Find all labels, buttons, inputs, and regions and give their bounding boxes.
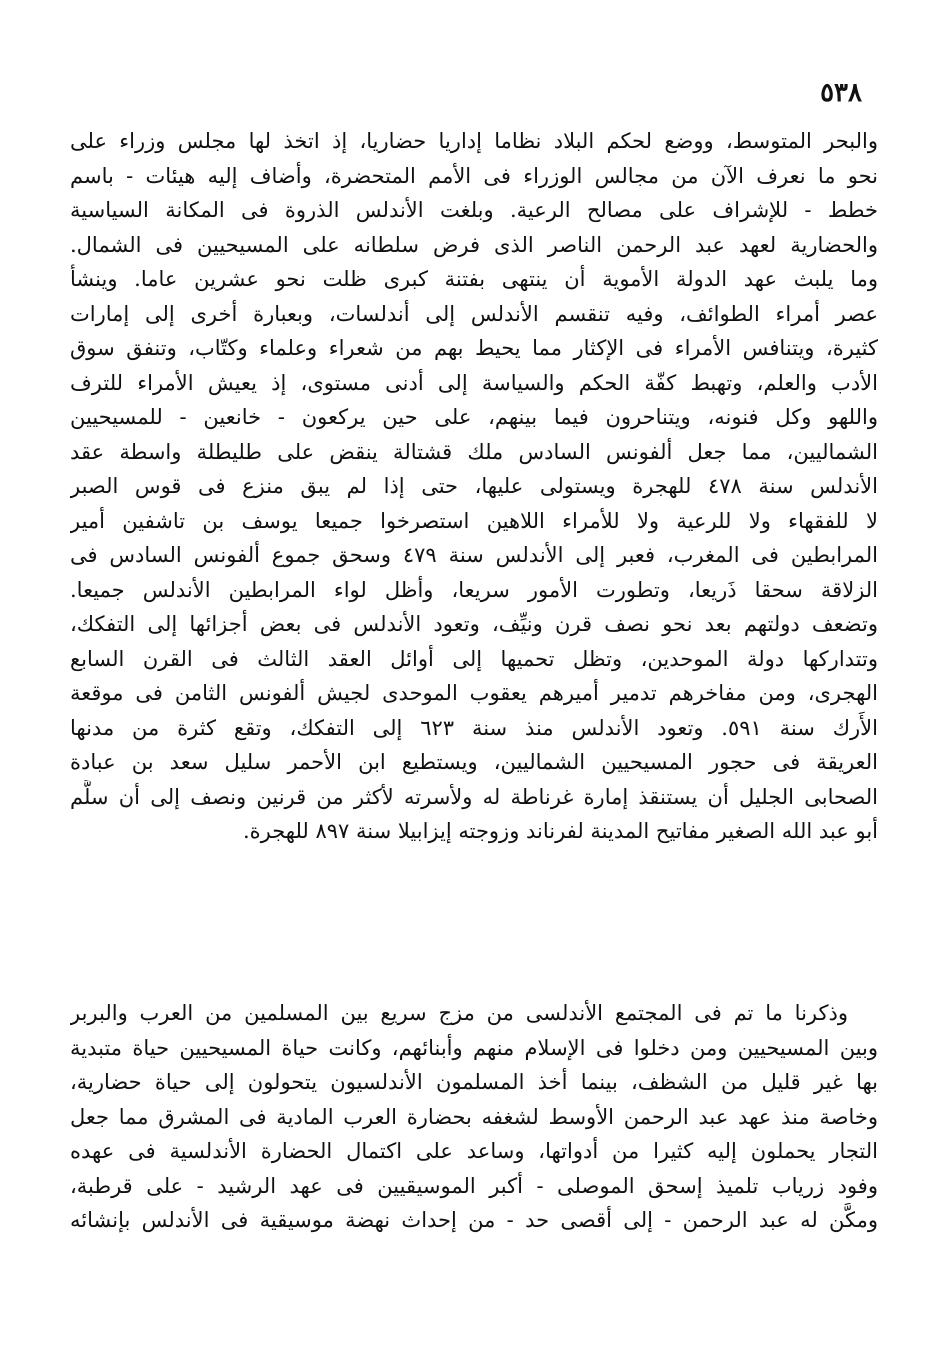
text-line: وخاصة منذ عهد عبد الرحمن الأوسط لشغفه بحضارة العرب المادية فى المشرق مما جعل xyxy=(70,1104,878,1129)
text-line: وفود زرياب تلميذ إسحق الموصلى - أكبر الموسيقيين فى عهد الرشيد - على قرطبة، xyxy=(70,1173,878,1198)
page-number: ٥٣٨ xyxy=(820,78,862,108)
text-line: الزلاقة سحقا ذَريعا، وتطورت الأمور سريعا، وأظل لواء المرابطين الأندلس جميعا. xyxy=(70,577,878,602)
text-line: أبو عبد الله الصغير مفاتيح المدينة لفرناند وزوجته إيزابيلا سنة ٨٩٧ للهجرة. xyxy=(242,819,878,843)
text-line: وبين المسيحيين ومن دخلوا فى الإسلام منهم وأبنائهم، وكانت حياة المسيحيين حياة متبدية xyxy=(70,1035,878,1060)
text-line: بها غير قليل من الشظف، بينما أخذ المسلمون الأندلسيون يتحولون إلى حياة حضارية، xyxy=(70,1070,878,1094)
text-line: واللهو وكل فنونه، ويتناحرون فيما بينهم، على حين يركعون - خانعين - للمسيحيين xyxy=(70,405,878,429)
text-line: والحضارية لعهد عبد الرحمن الناصر الذى فرض سلطانه على المسيحيين فى الشمال. xyxy=(70,232,878,257)
text-line: الصحابى الجليل أن يستنقذ إمارة غرناطة له ولأسرته لأكثر من قرنين ونصف إلى أن سلَّم xyxy=(70,784,878,809)
text-line: عصر أمراء الطوائف، وفيه تنقسم الأندلس إلى أندلسات، وبعبارة أخرى إلى إمارات xyxy=(70,301,878,326)
text-line: وتتداركها دولة الموحدين، وتظل تحميها إلى أوائل العقد الثالث فى القرن السابع xyxy=(70,646,878,671)
paragraph-2 xyxy=(70,996,878,1238)
text-line: التجار يحملون إليه كثيرا من أدواتها، وساعد على اكتمال الحضارة الأندلسية فى عهده xyxy=(70,1139,878,1163)
text-line: لا للفقهاء ولا للرعية ولا للأمراء اللاهين استصرخوا جميعا يوسف بن تاشفين أمير xyxy=(70,508,878,533)
text-line: وما يلبث عهد الدولة الأموية أن ينتهى بفتنة كبرى ظلت نحو عشرين عاما. وينشأ xyxy=(70,267,878,291)
text-line: الأندلس سنة ٤٧٨ للهجرة ويستولى عليها، حتى إذا لم يبق منزع فى قوس الصبر xyxy=(70,474,878,498)
text-line: وتضعف دولتهم بعد نحو نصف قرن ونيِّف، وتعود الأندلس فى بعض أجزائها إلى التفكك، xyxy=(70,612,878,636)
text-line: خطط - للإشراف على مصالح الرعية. وبلغت الأندلس الذروة فى المكانة السياسية xyxy=(70,198,878,222)
text-line: نحو ما نعرف الآن من مجالس الوزراء فى الأمم المتحضرة، وأضاف إليه هيئات - باسم xyxy=(70,163,878,188)
text-line: الأَرك سنة ٥٩١. وتعود الأندلس منذ سنة ٦٢٣ إلى التفكك، وتقع كثرة من مدنها xyxy=(70,715,878,740)
text-line: الهجرى، ومن مفاخرهم تدمير أميرهم يعقوب الموحدى لجيش ألفونس الثامن فى موقعة xyxy=(70,681,878,705)
text-line: الأدب والعلم، وتهبط كفّة الحكم والسياسة إلى أدنى مستوى، إذ يعيش الأمراء للترف xyxy=(70,370,878,395)
text-line: كثيرة، ويتنافس الأمراء فى الإكثار مما يحيط بهم من شعراء وعلماء وكتّاب، وتنفق سوق xyxy=(70,336,878,360)
text-line: العريقة فى حجور المسيحيين الشماليين، ويستطيع ابن الأحمر سليل سعد بن عبادة xyxy=(70,750,878,774)
text-line: المرابطين فى المغرب، فعبر إلى الأندلس سنة ٤٧٩ وسحق جموع ألفونس السادس فى xyxy=(70,543,878,567)
paragraph-1 xyxy=(70,124,878,849)
text-line: الشماليين، مما جعل ألفونس السادس ملك قشتالة ينقض على طليطلة واسطة عقد xyxy=(70,439,878,464)
text-line: والبحر المتوسط، ووضع لحكم البلاد نظاما إداريا حضاريا، إذ اتخذ لها مجلس وزراء على xyxy=(70,129,878,153)
text-line: ومكَّن له عبد الرحمن - إلى أقصى حد - من إحداث نهضة موسيقية فى الأندلس بإنشائه xyxy=(70,1208,878,1232)
text-line: وذكرنا ما تم فى المجتمع الأندلسى من مزج سريع بين المسلمين من العرب والبربر xyxy=(70,1001,848,1025)
